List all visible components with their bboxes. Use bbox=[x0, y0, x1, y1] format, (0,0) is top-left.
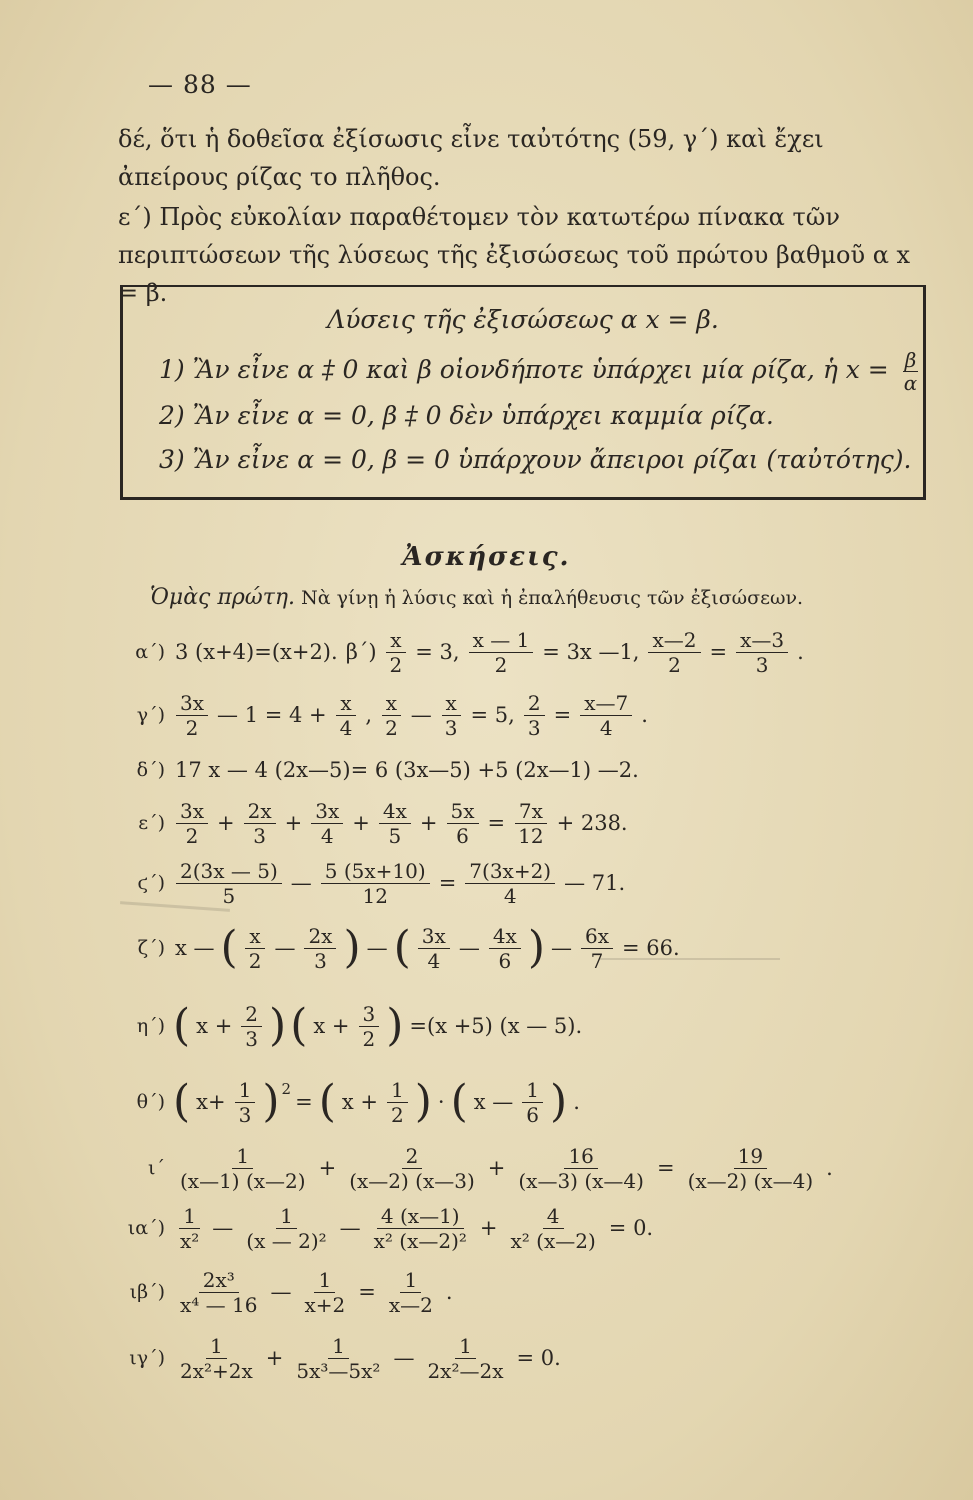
denominator: 4 bbox=[599, 715, 613, 740]
equals-sign: = bbox=[358, 1280, 376, 1304]
fraction bbox=[311, 799, 343, 848]
numerator: 2 bbox=[402, 1144, 423, 1169]
pencil-mark bbox=[600, 958, 780, 960]
close-paren: ) bbox=[343, 922, 361, 973]
eq-text: x — bbox=[175, 936, 215, 960]
numerator: x—7 bbox=[580, 691, 632, 716]
numerator: 1 bbox=[387, 1078, 408, 1103]
fraction bbox=[684, 1144, 818, 1193]
denominator: 3 bbox=[314, 948, 327, 973]
numerator: x — 1 bbox=[469, 628, 534, 653]
denominator: 5 bbox=[222, 883, 236, 908]
numerator: 4x bbox=[489, 924, 521, 949]
equation-iota-alpha bbox=[110, 1198, 950, 1258]
fraction bbox=[321, 859, 430, 908]
group-intro bbox=[150, 585, 803, 610]
fraction bbox=[514, 1144, 648, 1193]
eq-text: x + bbox=[196, 1014, 233, 1038]
fraction bbox=[381, 691, 402, 740]
fraction bbox=[176, 1334, 257, 1383]
eq-text: , bbox=[365, 703, 373, 727]
fraction bbox=[336, 691, 357, 740]
plus-sign: + bbox=[217, 811, 235, 835]
minus-sign: — bbox=[458, 936, 480, 960]
close-paren: ) bbox=[550, 1076, 568, 1127]
numerator: 2x bbox=[304, 924, 336, 949]
fraction bbox=[469, 628, 534, 677]
plus-sign: + bbox=[479, 1216, 498, 1240]
eq-text: . bbox=[641, 703, 648, 727]
minus-sign: — bbox=[393, 1346, 415, 1370]
eq-text: = bbox=[553, 703, 572, 727]
numerator: 3 bbox=[359, 1002, 380, 1027]
eq-tail: = 66. bbox=[622, 936, 680, 960]
equation-alpha-beta bbox=[110, 622, 950, 682]
minus-sign: — bbox=[551, 936, 572, 960]
fraction bbox=[176, 799, 208, 848]
close-paren: ) bbox=[269, 1000, 287, 1051]
fraction bbox=[244, 799, 276, 848]
table-title: Λύσεις τῆς ἐξισώσεως α x = β. bbox=[327, 305, 719, 334]
open-paren: ( bbox=[173, 1000, 191, 1051]
eq-tail: = 0. bbox=[516, 1346, 561, 1370]
fraction bbox=[242, 1204, 330, 1253]
label-beta: β΄) bbox=[345, 640, 377, 664]
minus-sign: — bbox=[274, 936, 296, 960]
denominator: 4 bbox=[503, 883, 517, 908]
denominator: (x—3) (x—4) bbox=[518, 1168, 644, 1193]
eq-text: — 1 = 4 + bbox=[217, 703, 327, 727]
fraction bbox=[580, 691, 632, 740]
page-number: — 88 — bbox=[148, 70, 252, 99]
denominator: 12 bbox=[362, 883, 388, 908]
group-instruction: Νὰ γίνῃ ἡ λύσις καὶ ἡ ἐπαλήθευσις τῶν ἐξισώσεων. bbox=[301, 587, 804, 609]
fraction bbox=[447, 799, 479, 848]
fraction bbox=[386, 628, 407, 677]
plus-sign: + bbox=[284, 811, 303, 835]
close-paren: ) bbox=[262, 1076, 280, 1127]
denominator: 3 bbox=[245, 1026, 259, 1051]
numerator: x bbox=[442, 691, 461, 716]
numerator: 5 (5x+10) bbox=[321, 859, 430, 884]
fraction bbox=[300, 1268, 349, 1317]
denominator: 12 bbox=[518, 823, 544, 848]
fraction bbox=[345, 1144, 479, 1193]
denominator: x—2 bbox=[388, 1292, 433, 1317]
case-1-numerator: β bbox=[904, 348, 917, 372]
eq-text: x+ bbox=[196, 1090, 226, 1114]
fraction bbox=[235, 1078, 256, 1127]
eq-text: = 5, bbox=[470, 703, 515, 727]
eq-delta-text: 17 x — 4 (2x—5)= 6 (3x—5) +5 (2x—1) —2. bbox=[175, 758, 639, 782]
numerator: 2(3x — 5) bbox=[176, 859, 282, 884]
numerator: 1 bbox=[314, 1268, 335, 1293]
fraction bbox=[176, 1144, 310, 1193]
fraction bbox=[370, 1204, 471, 1253]
fraction bbox=[359, 1002, 380, 1051]
eq-text: x + bbox=[341, 1090, 378, 1114]
fraction bbox=[514, 799, 547, 848]
eq-tail: . bbox=[573, 1090, 580, 1114]
numerator: 1 bbox=[232, 1144, 253, 1169]
denominator: x+2 bbox=[304, 1292, 346, 1317]
label-delta: δ΄) bbox=[136, 759, 165, 781]
numerator: 7(3x+2) bbox=[465, 859, 555, 884]
numerator: x—2 bbox=[648, 628, 700, 653]
numerator: 3x bbox=[311, 799, 343, 824]
case-1-fraction bbox=[903, 349, 919, 394]
denominator: (x—2) (x—3) bbox=[349, 1168, 475, 1193]
numerator: 1 bbox=[522, 1078, 543, 1103]
denominator: 2x²—2x bbox=[427, 1358, 504, 1383]
numerator: 4 bbox=[543, 1204, 564, 1229]
fraction bbox=[489, 924, 521, 973]
fraction bbox=[423, 1334, 507, 1383]
fraction bbox=[524, 691, 545, 740]
numerator: 7x bbox=[515, 799, 547, 824]
solutions-table bbox=[120, 285, 926, 500]
numerator: 1 bbox=[276, 1204, 297, 1229]
minus-sign: — bbox=[339, 1216, 361, 1240]
fraction bbox=[418, 924, 450, 973]
numerator: x bbox=[386, 628, 405, 653]
denominator: (x—1) (x—2) bbox=[180, 1168, 306, 1193]
numerator: 1 bbox=[206, 1334, 227, 1359]
fraction bbox=[176, 859, 282, 908]
equation-delta bbox=[110, 740, 950, 800]
eq-tail: . bbox=[826, 1156, 833, 1180]
numerator: 1 bbox=[400, 1268, 421, 1293]
eq-tail: + 238. bbox=[556, 811, 628, 835]
fraction bbox=[387, 1078, 408, 1127]
fraction bbox=[241, 1002, 262, 1051]
case-3: 3) Ἂν εἶνε α = 0, β = 0 ὑπάρχουν ἄπειροι ρίζαι (ταὐτότης). bbox=[159, 445, 912, 474]
numerator: 3x bbox=[418, 924, 450, 949]
eq-text: . bbox=[797, 640, 804, 664]
fraction bbox=[245, 924, 266, 973]
denominator: 2 bbox=[390, 1102, 404, 1127]
eq-text: — bbox=[410, 703, 432, 727]
denominator: 2 bbox=[494, 652, 508, 677]
numerator: 2 bbox=[241, 1002, 262, 1027]
denominator: 4 bbox=[339, 715, 353, 740]
fraction bbox=[176, 1268, 261, 1317]
denominator: 5 bbox=[388, 823, 402, 848]
eq-tail: . bbox=[445, 1280, 453, 1304]
fraction bbox=[379, 799, 411, 848]
denominator: 3 bbox=[527, 715, 541, 740]
fraction bbox=[304, 924, 336, 973]
equation-eta bbox=[110, 996, 950, 1056]
numerator: x bbox=[245, 924, 264, 949]
denominator: 6 bbox=[456, 823, 469, 848]
numerator: 16 bbox=[564, 1144, 597, 1169]
denominator: 4 bbox=[320, 823, 334, 848]
equation-iota-gamma bbox=[110, 1328, 950, 1388]
numerator: x bbox=[336, 691, 355, 716]
numerator: 4 (x—1) bbox=[377, 1204, 464, 1229]
label-stigma: ϛ΄) bbox=[137, 872, 165, 894]
numerator: 1 bbox=[328, 1334, 349, 1359]
fraction bbox=[581, 924, 613, 973]
label-gamma: γ΄) bbox=[136, 704, 165, 726]
label-epsilon: ε΄) bbox=[138, 812, 165, 834]
fraction bbox=[292, 1334, 384, 1383]
label-iota-alpha: ια΄) bbox=[127, 1217, 165, 1239]
minus-sign: — bbox=[290, 871, 312, 895]
denominator: 2x²+2x bbox=[180, 1358, 253, 1383]
plus-sign: + bbox=[318, 1156, 337, 1180]
numerator: 2 bbox=[524, 691, 545, 716]
fraction bbox=[441, 691, 462, 740]
denominator: 3 bbox=[444, 715, 458, 740]
equation-zeta bbox=[110, 918, 950, 978]
eq-text: = 3, bbox=[415, 640, 460, 664]
numerator: 1 bbox=[235, 1078, 256, 1103]
minus-sign: — bbox=[212, 1216, 234, 1240]
numerator: 5x bbox=[447, 799, 479, 824]
denominator: (x — 2)² bbox=[246, 1228, 327, 1253]
denominator: 2 bbox=[185, 715, 199, 740]
denominator: x² (x—2)² bbox=[373, 1228, 467, 1253]
numerator: 1 bbox=[179, 1204, 200, 1229]
denominator: 7 bbox=[590, 948, 604, 973]
denominator: x² bbox=[180, 1228, 200, 1253]
denominator: 2 bbox=[248, 948, 262, 973]
denominator: x⁴ — 16 bbox=[180, 1292, 258, 1317]
equals-sign: = bbox=[295, 1090, 313, 1114]
denominator: (x—2) (x—4) bbox=[687, 1168, 814, 1193]
open-paren: ( bbox=[220, 922, 238, 973]
equation-iota bbox=[110, 1138, 950, 1198]
denominator: x² (x—2) bbox=[510, 1228, 596, 1253]
equals-sign: = bbox=[656, 1156, 675, 1180]
exercises-heading: Ἀσκήσεις. bbox=[402, 542, 571, 572]
denominator: 2 bbox=[389, 652, 403, 677]
numerator: 3x bbox=[176, 691, 208, 716]
denominator: 2 bbox=[362, 1026, 376, 1051]
label-zeta: ζ΄) bbox=[137, 937, 165, 959]
label-iota: ι΄ bbox=[148, 1157, 165, 1179]
label-iota-beta: ιβ΄) bbox=[129, 1281, 165, 1303]
numerator: 4x bbox=[379, 799, 411, 824]
paragraph-table-intro: ε΄) Πρὸς εὐκολίαν παραθέτομεν τὸν κατωτέρω πίνακα τῶν περιπτώσεων τῆς λύσεως τῆς ἐξισώσεως τοῦ πρώτου βαθμοῦ α x = β. bbox=[118, 203, 911, 307]
denominator: 2 bbox=[668, 652, 681, 677]
eq-tail: =(x +5) (x — 5). bbox=[409, 1014, 583, 1038]
eq-text: = 3x —1, bbox=[542, 640, 640, 664]
case-1 bbox=[159, 349, 918, 394]
denominator: 3 bbox=[253, 823, 266, 848]
fraction bbox=[465, 859, 555, 908]
open-paren: ( bbox=[450, 1076, 468, 1127]
eq-text: x + bbox=[313, 1014, 350, 1038]
eq-alpha-text: 3 (x+4)=(x+2). bbox=[175, 640, 338, 664]
equation-theta bbox=[110, 1072, 950, 1132]
label-theta: θ΄) bbox=[136, 1091, 165, 1113]
close-paren: ) bbox=[527, 922, 545, 973]
close-paren: ) bbox=[386, 1000, 404, 1051]
label-iota-gamma: ιγ΄) bbox=[129, 1347, 165, 1369]
open-paren: ( bbox=[393, 922, 411, 973]
numerator: 2x³ bbox=[199, 1268, 239, 1293]
fraction bbox=[385, 1268, 437, 1317]
minus-sign: — bbox=[366, 936, 388, 960]
plus-sign: + bbox=[419, 811, 438, 835]
fraction bbox=[176, 1204, 203, 1253]
case-1-text: 1) Ἂν εἶνε α ‡ 0 καὶ β οἱονδήποτε ὑπάρχει μία ρίζα, ἡ x = bbox=[159, 355, 889, 384]
equation-epsilon bbox=[110, 793, 950, 853]
plus-sign: + bbox=[487, 1156, 506, 1180]
fraction bbox=[176, 691, 208, 740]
equation-stigma bbox=[110, 853, 950, 913]
fraction bbox=[736, 628, 788, 677]
open-paren: ( bbox=[290, 1000, 308, 1051]
label-alpha: α΄) bbox=[135, 641, 165, 663]
numerator: x—3 bbox=[736, 628, 788, 653]
label-eta: η΄) bbox=[136, 1015, 165, 1037]
group-title: Ὁμὰς πρώτη. bbox=[150, 585, 296, 610]
open-paren: ( bbox=[318, 1076, 336, 1127]
numerator: 19 bbox=[734, 1144, 767, 1169]
eq-tail: = 0. bbox=[608, 1216, 654, 1240]
fraction bbox=[507, 1204, 600, 1253]
denominator: 5x³—5x² bbox=[296, 1358, 381, 1383]
case-2: 2) Ἂν εἶνε α = 0, β ‡ 0 δὲν ὑπάρχει καμμία ρίζα. bbox=[159, 401, 774, 430]
denominator: 4 bbox=[427, 948, 441, 973]
numerator: 3x bbox=[176, 799, 208, 824]
case-1-denominator: α bbox=[903, 371, 918, 395]
exponent: 2 bbox=[281, 1080, 292, 1098]
fraction bbox=[648, 628, 700, 677]
denominator: 2 bbox=[385, 715, 398, 740]
denominator: 6 bbox=[498, 948, 512, 973]
numerator: 1 bbox=[455, 1334, 476, 1359]
plus-sign: + bbox=[352, 811, 370, 835]
equals-sign: = bbox=[487, 811, 506, 835]
paragraph-continuation: δέ, ὅτι ἡ δοθεῖσα ἐξίσωσις εἶνε ταὐτότης (59, γ΄) καὶ ἔχει ἀπείρους ρίζας το πλῆθος. bbox=[118, 125, 824, 191]
equals-sign: = bbox=[438, 871, 457, 895]
denominator: 2 bbox=[185, 823, 199, 848]
denominator: 3 bbox=[755, 652, 769, 677]
numerator: x bbox=[382, 691, 401, 716]
plus-sign: + bbox=[265, 1346, 284, 1370]
eq-text: x — bbox=[473, 1090, 514, 1114]
fraction bbox=[522, 1078, 543, 1127]
eq-tail: — 71. bbox=[564, 871, 626, 895]
numerator: 6x bbox=[581, 924, 613, 949]
eq-text: = bbox=[709, 640, 728, 664]
numerator: 2x bbox=[244, 799, 276, 824]
equation-iota-beta bbox=[110, 1262, 950, 1322]
denominator: 3 bbox=[238, 1102, 252, 1127]
open-paren: ( bbox=[173, 1076, 191, 1127]
close-paren: ) bbox=[414, 1076, 432, 1127]
dot-sign: · bbox=[437, 1090, 445, 1114]
denominator: 6 bbox=[526, 1102, 540, 1127]
minus-sign: — bbox=[270, 1280, 292, 1304]
equation-gamma bbox=[110, 685, 950, 745]
